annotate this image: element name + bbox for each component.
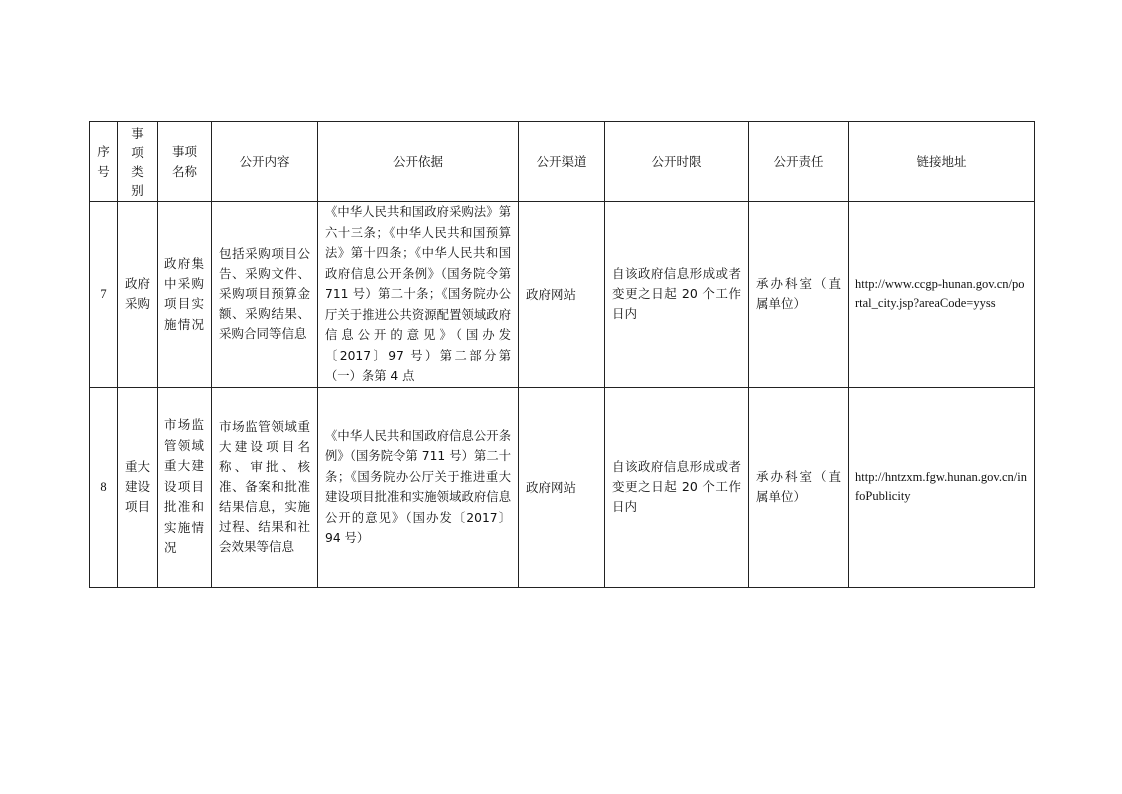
header-period: 公开时限 bbox=[605, 122, 749, 202]
row-item-name: 政府集中采购项目实施情况 bbox=[158, 202, 212, 388]
row-period: 自该政府信息形成或者变更之日起 20 个工作日内 bbox=[605, 202, 749, 388]
header-channel: 公开渠道 bbox=[519, 122, 605, 202]
header-row bbox=[90, 122, 1035, 202]
row-period: 自该政府信息形成或者变更之日起 20 个工作日内 bbox=[605, 387, 749, 587]
row-content: 市场监管领域重大建设项目名称、审批、核准、备案和批准结果信息，实施过程、结果和社会效果等信息 bbox=[212, 387, 318, 587]
row-seq: 7 bbox=[90, 202, 118, 388]
row-item-name: 市场监管领域重大建设项目批准和实施情况 bbox=[158, 387, 212, 587]
row-responsibility: 承办科室（直属单位） bbox=[749, 202, 849, 388]
row-seq: 8 bbox=[90, 387, 118, 587]
header-content: 公开内容 bbox=[212, 122, 318, 202]
row-category: 重大建设项目 bbox=[118, 387, 158, 587]
header-category: 事项类别 bbox=[118, 122, 158, 202]
row-content: 包括采购项目公告、采购文件、采购项目预算金额、采购结果、采购合同等信息 bbox=[212, 202, 318, 388]
row-channel: 政府网站 bbox=[519, 387, 605, 587]
row-link[interactable]: http://www.ccgp-hunan.gov.cn/portal_city.jsp?areaCode=yyss bbox=[849, 202, 1035, 388]
disclosure-table bbox=[89, 121, 1035, 588]
row-category: 政府采购 bbox=[118, 202, 158, 388]
header-seq: 序号 bbox=[90, 122, 118, 202]
header-basis: 公开依据 bbox=[318, 122, 519, 202]
header-name: 事项名称 bbox=[158, 122, 212, 202]
row-basis: 《中华人民共和国政府采购法》第六十三条；《中华人民共和国预算法》第十四条；《中华人民共和国政府信息公开条例》（国务院令第 711 号）第二十条；《国务院办公厅关于推进公共资源配置领域政府信息公开的意见》（国办发〔2017〕97 号）第二部分第（一）条第 4 点 bbox=[318, 202, 519, 388]
row-basis: 《中华人民共和国政府信息公开条例》（国务院令第 711 号）第二十条；《国务院办公厅关于推进重大建设项目批准和实施领域政府信息公开的意见》（国办发〔2017〕94 号） bbox=[318, 387, 519, 587]
row-channel: 政府网站 bbox=[519, 202, 605, 388]
row-link[interactable]: http://hntzxm.fgw.hunan.gov.cn/infoPublicity bbox=[849, 387, 1035, 587]
header-link: 链接地址 bbox=[849, 122, 1035, 202]
row-responsibility: 承办科室（直属单位） bbox=[749, 387, 849, 587]
table-row bbox=[90, 387, 1035, 587]
header-responsibility: 公开责任 bbox=[749, 122, 849, 202]
table-row bbox=[90, 202, 1035, 388]
